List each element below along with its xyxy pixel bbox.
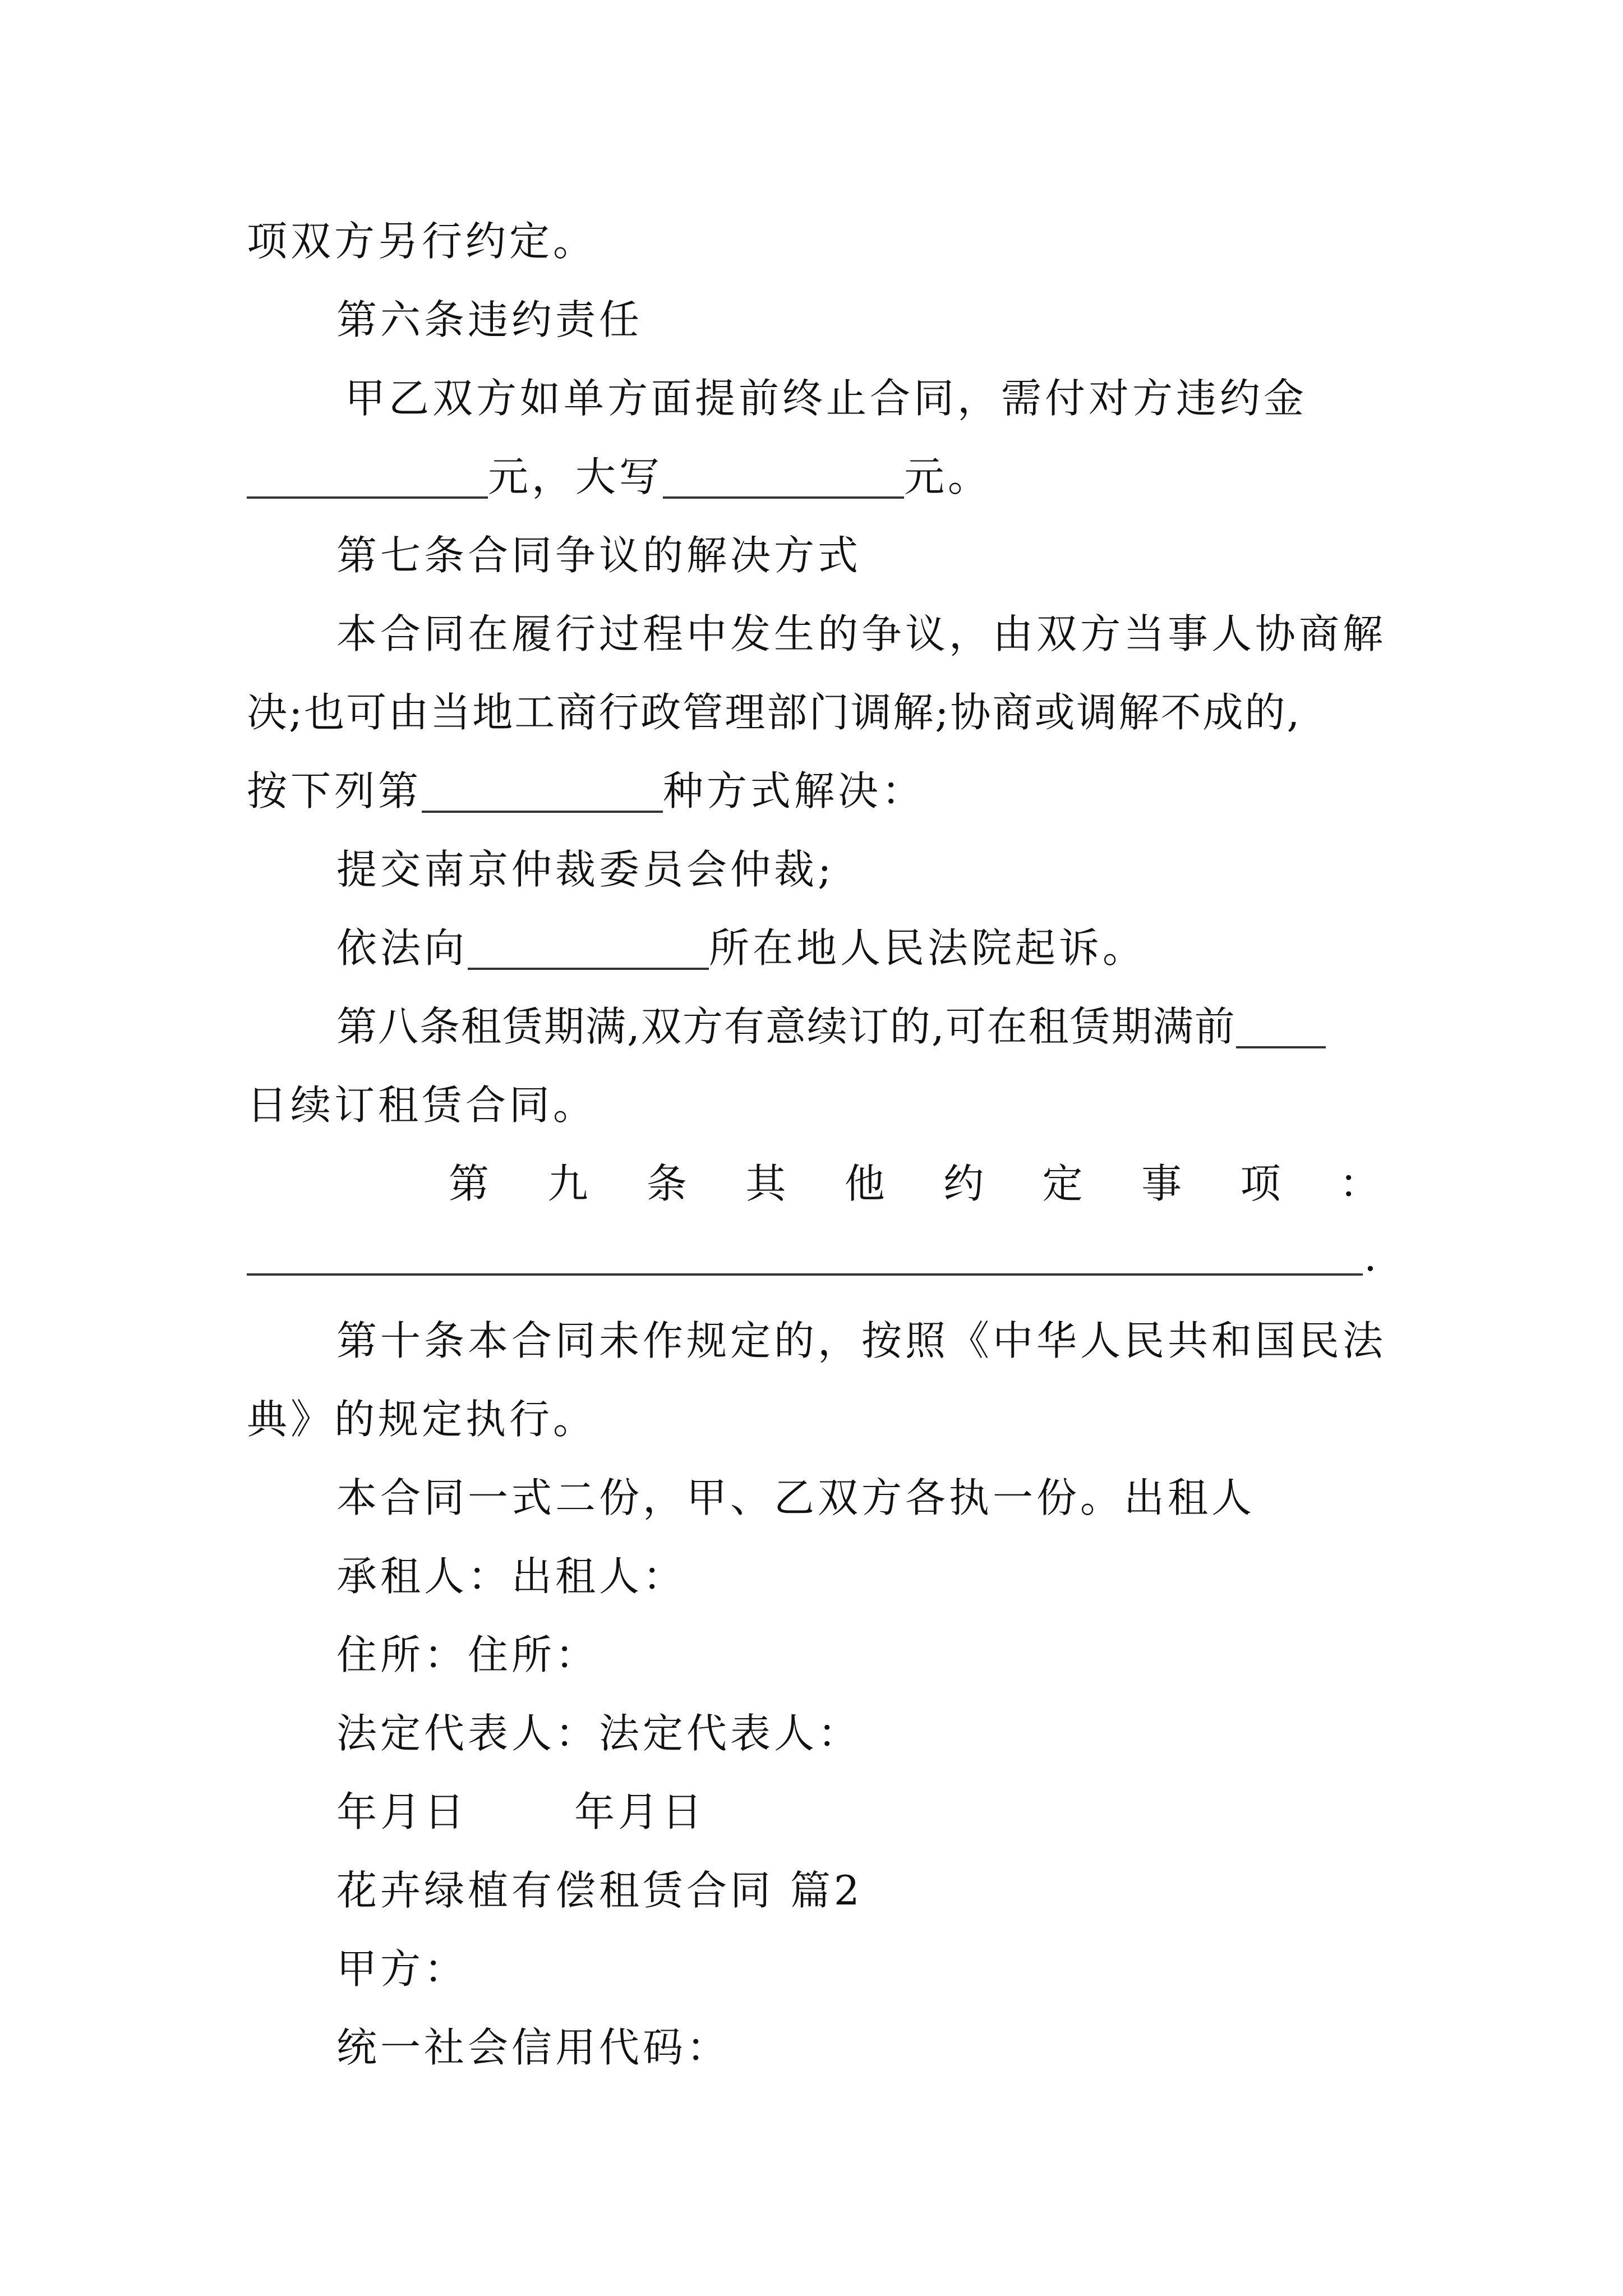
signature-date-line (336, 1773, 1380, 1851)
blank-field (1236, 1046, 1326, 1048)
char: 他 (844, 1160, 885, 1207)
text-span: 种方式解决： (663, 767, 926, 815)
signature-representative-line: 法定代表人：法定代表人： (336, 1710, 862, 1757)
char: 定 (1042, 1160, 1083, 1207)
blank-field (663, 496, 904, 499)
text-span: 元，大写 (488, 453, 663, 500)
credit-code-label: 统一社会信用代码： (336, 2024, 731, 2071)
char: 项 (1240, 1160, 1281, 1207)
text-line (336, 909, 1380, 987)
char: 事 (1141, 1160, 1182, 1207)
article-10-line: 第十条本合同未作规定的，按照《中华人民共和国民法 (336, 1317, 1387, 1364)
text-span: 元。 (904, 453, 992, 500)
article-8-line (336, 987, 1380, 1066)
section-title: 花卉绿植有偿租赁合同 篇2 (336, 1867, 863, 1914)
text-line: 提交南京仲裁委员会仲裁; (336, 846, 835, 893)
text-line: 本合同一式二份，甲、乙双方各执一份。出租人 (336, 1474, 1256, 1521)
text-line (247, 752, 1380, 830)
text-line: 决;也可由当地工商行政管理部门调解;协商或调解不成的, (247, 689, 1302, 736)
text-line: 本合同在履行过程中发生的争议，由双方当事人协商解 (336, 610, 1387, 657)
article-6-heading: 第六条违约责任 (336, 296, 643, 343)
text-line: 典》的规定执行。 (247, 1396, 597, 1443)
blank-field-full (247, 1273, 1363, 1276)
char: 其 (745, 1160, 786, 1207)
text-line: 日续订租赁合同。 (247, 1082, 597, 1129)
char: 约 (943, 1160, 984, 1207)
party-a-label: 甲方： (336, 1945, 468, 1993)
text-line: 项双方另行约定。 (247, 218, 597, 265)
signature-address-line: 住所：住所： (336, 1631, 600, 1678)
char: ： (1339, 1160, 1380, 1207)
blank-field (247, 496, 488, 499)
date-right: 年月日 (574, 1788, 706, 1835)
signature-party-line: 承租人：出租人： (336, 1553, 687, 1600)
blank-field (468, 968, 709, 970)
blank-field (422, 811, 663, 813)
char: 第 (449, 1160, 490, 1207)
text-span: 第八条租赁期满,双方有意续订的,可在租赁期满前 (336, 1003, 1236, 1050)
article-9-heading (449, 1144, 1380, 1223)
char: 条 (646, 1160, 687, 1207)
text-span: 所在地人民法院起诉。 (709, 924, 1147, 972)
line-end-period: . (1364, 1233, 1377, 1280)
char: 九 (547, 1160, 588, 1207)
article-7-heading: 第七条合同争议的解决方式 (336, 532, 862, 579)
text-span: 依法向 (336, 924, 468, 972)
text-span: 按下列第 (247, 767, 422, 815)
text-line: 甲乙双方如单方面提前终止合同，需付对方违约金 (345, 375, 1308, 422)
date-left: 年月日 (336, 1788, 468, 1835)
text-line (247, 438, 1380, 516)
